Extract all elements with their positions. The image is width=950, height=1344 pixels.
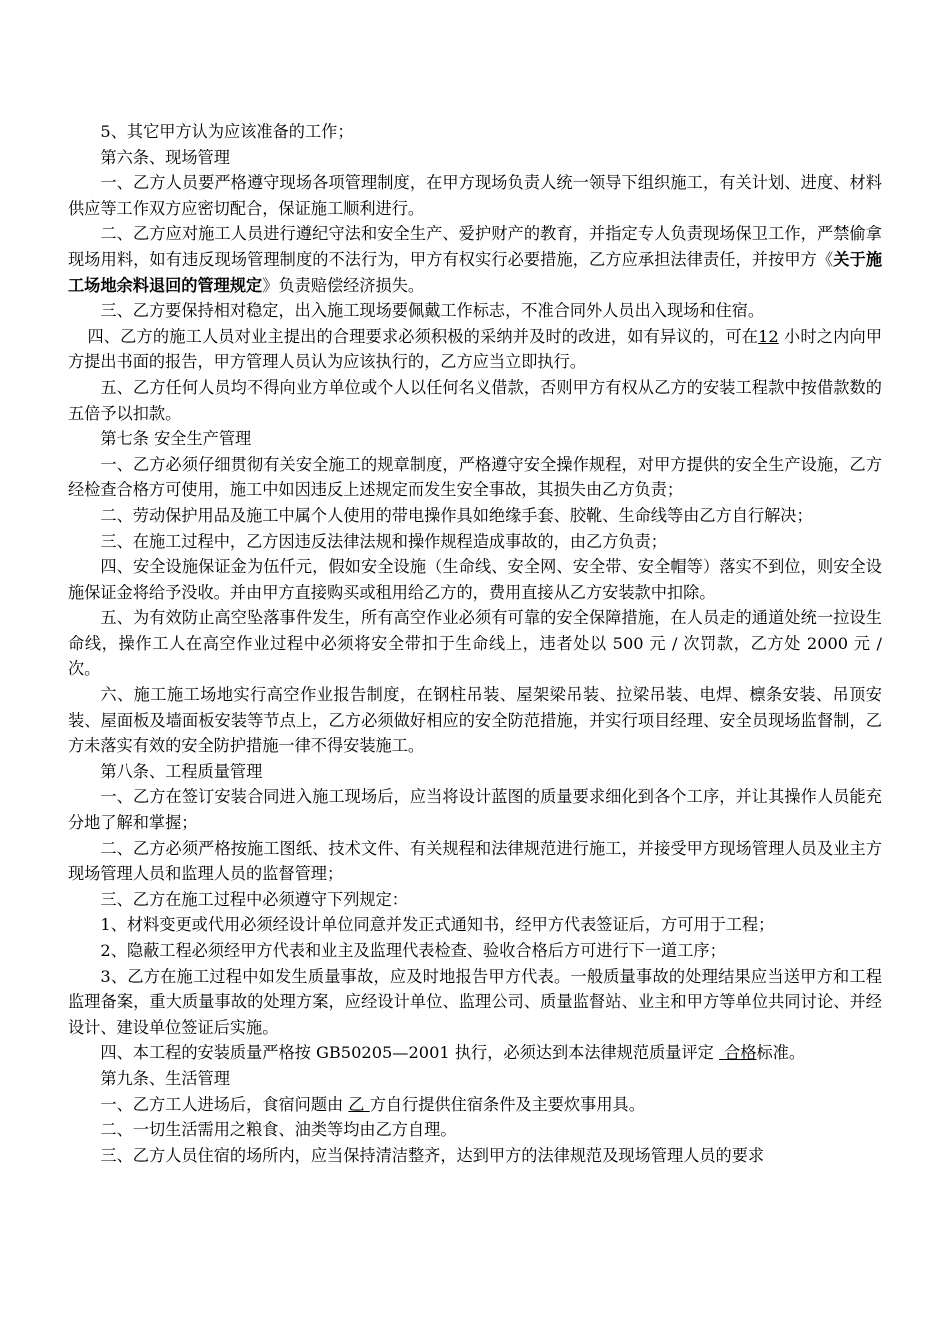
article-8-clause-3-item-3: 3、乙方在施工过程中如发生质量事故，应及时地报告甲方代表。一般质量事故的处理结果应当送甲方和工程监理备案，重大质量事故的处理方案，应经设计单位、监理公司、质量监督站、业主和甲方等单位共同讨论、并经设计、建设单位签证后实施。 (68, 966, 882, 1037)
article-8-heading: 第八条、工程质量管理 (100, 761, 263, 781)
item-5-other-work: 5、其它甲方认为应该准备的工作； (100, 122, 354, 141)
article-7-clause-1: 一、乙方必须仔细贯彻有关安全施工的规章制度，严格遵守安全操作规程，对甲方提供的安全生产设施，乙方经检查合格方可使用，施工中如因违反上述规定而发生安全事故，其损失由乙方负责； (68, 454, 882, 500)
article-7-clause-2: 二、劳动保护用品及施工中属个人使用的带电操作具如绝缘手套、胶靴、生命线等由乙方自行解决； (100, 505, 813, 525)
article-7-clause-4: 四、安全设施保证金为伍仟元，假如安全设施（生命线、安全网、安全带、安全帽等）落实不到位，则安全设施保证金将给予没收。并由甲方直接购买或租用给乙方的，费用直接从乙方安装款中扣除。 (68, 557, 882, 602)
party-value-text: 乙 (348, 1094, 365, 1114)
article-8-clause-3-item-1: 1、材料变更或代用必须经设计单位同意并发正式通知书，经甲方代表签证后，方可用于工程； (100, 915, 775, 935)
quality-grade-value: 合格 (724, 1043, 757, 1063)
document-page (68, 119, 882, 1168)
article-6-clause-1: 一、乙方人员要严格遵守现场各项管理制度，在甲方现场负责人统一领导下组织施工，有关计划、进度、材料供应等工作双方应密切配合，保证施工顺利进行。 (68, 173, 882, 218)
article-9-clause-2: 二、一切生活需用之粮食、油类等均由乙方自理。 (100, 1120, 457, 1140)
article-8-clause-3-item-2: 2、隐蔽工程必须经甲方代表和业主及监理代表检查、验收合格后方可进行下一道工序； (100, 941, 726, 960)
article-7-clause-3: 三、在施工过程中，乙方因违反法律法规和操作规程造成事故的，由乙方负责； (100, 531, 667, 551)
article-9-heading: 第九条、生活管理 (100, 1068, 230, 1088)
article-6-clause-3: 三、乙方要保持相对稳定，出入施工现场要佩戴工作标志，不准合同外人员出入现场和住宿。 (100, 301, 765, 321)
article-6-clause-5: 五、乙方任何人员均不得向业方单位或个人以任何名义借款，否则甲方有权从乙方的安装工程款中按借款数的五倍予以扣款。 (68, 377, 882, 423)
article-8-clause-4-tail: 标准。 (756, 1043, 806, 1063)
quality-grade (719, 1043, 757, 1062)
article-6-clause-4-text: 四、乙方的施工人员对业主提出的合理要求必须积极的采纳并及时的改进，如有异议的，可在 (87, 326, 759, 346)
article-6-clause-2 (68, 221, 882, 298)
article-9-clause-1 (68, 1092, 882, 1118)
party-value (348, 1095, 369, 1114)
article-9-clause-3: 三、乙方人员住宿的场所内，应当保持清洁整齐，达到甲方的法律规范及现场管理人员的要求 (100, 1145, 765, 1165)
article-7-clause-5: 五、为有效防止高空坠落事件发生，所有高空作业必须有可靠的安全保障措施，在人员走的通道处统一拉设生命线，操作工人在高空作业过程中必须将安全带扣于生命线上，违者处以 500 元 / 次罚款，乙方处 2000 元 / 次。 (68, 608, 882, 679)
article-8-clause-4 (68, 1040, 882, 1066)
article-6-clause-4-tail: 小时之内向甲方提出书面的报告，甲方管理人员认为应该执行的，乙方应当立即执行。 (68, 326, 883, 372)
article-9-clause-1-text: 一、乙方工人进场后，食宿问题由 (100, 1094, 344, 1114)
article-8-clause-2: 二、乙方必须严格按施工图纸、技术文件、有关规程和法律规范进行施工，并接受甲方现场管理人员及业主方现场管理人员和监理人员的监督管理； (68, 838, 882, 884)
article-8-clause-4-text: 四、本工程的安装质量严格按 GB50205—2001 执行，必须达到本法律规范质量评定 (100, 1043, 714, 1063)
article-8-clause-3: 三、乙方在施工过程中必须遵守下列规定： (100, 889, 408, 909)
hours-value: 12 (758, 326, 779, 346)
article-6-clause-2-tail: 》负责赔偿经济损失。 (262, 275, 425, 295)
article-9-clause-1-tail: 方自行提供住宿条件及主要炊事用具。 (369, 1094, 645, 1114)
article-6-clause-4 (68, 324, 882, 375)
article-6-heading: 第六条、现场管理 (100, 147, 230, 167)
article-6-clause-2-text: 二、乙方应对施工人员进行遵纪守法和安全生产、爱护财产的教育，并指定专人负责现场保卫工作，严禁偷拿现场用料，如有违反现场管理制度的不法行为，甲方有权实行必要措施，乙方应承担法律责任，并按甲方《 (68, 224, 882, 269)
regulation-title: 关于施工场地余料退回的管理规定 (68, 249, 883, 295)
article-7-clause-6: 六、施工施工场地实行高空作业报告制度，在钢柱吊装、屋架梁吊装、拉梁吊装、电焊、檩条安装、吊顶安装、屋面板及墙面板安装等节点上，乙方必须做好相应的安全防范措施，并实行项目经理、安全员现场监督制，乙方未落实有效的安全防护措施一律不得安装施工。 (68, 685, 882, 756)
article-7-heading: 第七条 安全生产管理 (100, 429, 252, 449)
article-8-clause-1: 一、乙方在签订安装合同进入施工现场后，应当将设计蓝图的质量要求细化到各个工序，并让其操作人员能充分地了解和掌握； (68, 787, 882, 833)
